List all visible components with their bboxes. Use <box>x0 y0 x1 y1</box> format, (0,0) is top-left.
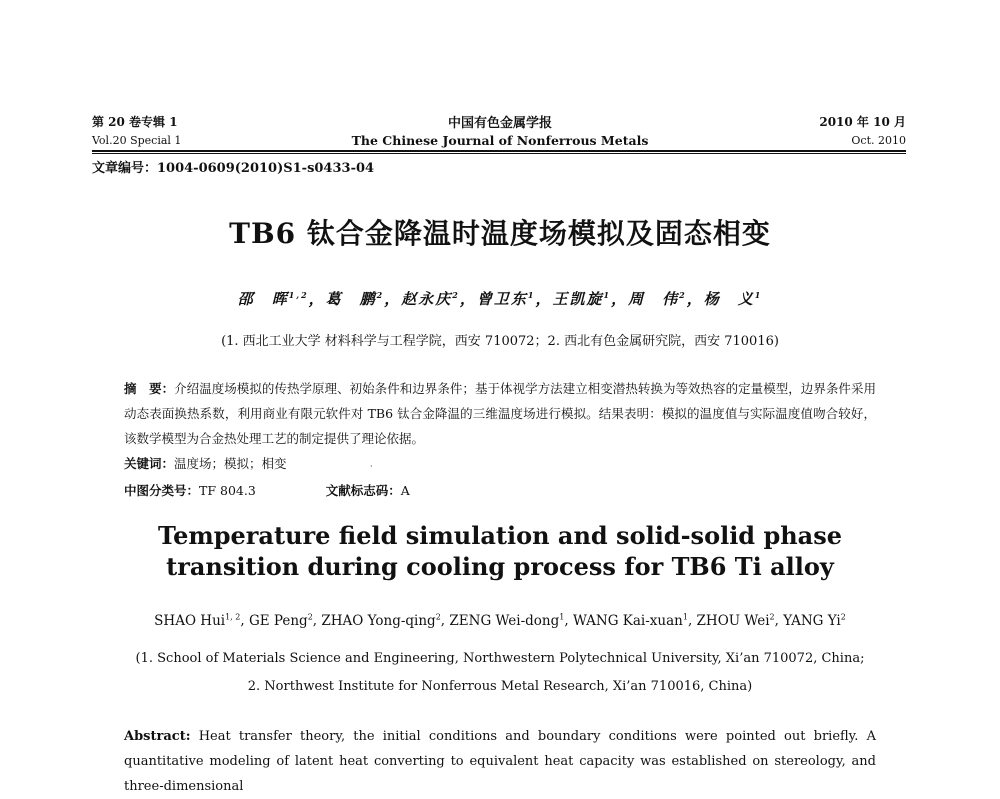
cn-author <box>401 290 460 308</box>
en-author-affil-mark: 2 <box>307 612 313 621</box>
cn-author-affil-mark: 1 <box>603 290 612 300</box>
en-author-name: ZENG Wei-dong <box>449 612 560 629</box>
cn-author-affil-mark: 2 <box>376 290 385 300</box>
en-author-name: ZHOU Wei <box>696 612 770 629</box>
abstract-en-text: Heat transfer theory, the initial conditions and boundary conditions were pointed out briefly. A quantitative modeling of latent heat converting to equivalent heat capacity was established on stereology, and three-dimensional <box>124 729 876 794</box>
clc-label: 中图分类号： <box>124 483 200 498</box>
header-volume-en: Vol.20 Special 1 <box>92 134 182 147</box>
abstract-en-label: Abstract: <box>124 729 191 744</box>
en-author-name: ZHAO Yong-qing <box>321 612 436 629</box>
en-author <box>697 613 775 629</box>
abstract-cn-text: 介绍温度场模拟的传热学原理、初始条件和边界条件；基于体视学方法建立相变潜热转换为等效热容的定量模型，边界条件采用动态表面换热系数，利用商业有限元软件对 TB6 钛合金降温的三维温度场进行模拟。结果表明：模拟的温度值与实际温度值吻合较好，该数学模型为合金热处理工艺的制定提供了理论依据。 <box>124 381 876 446</box>
en-author-affil-mark: 1, 2 <box>225 612 241 621</box>
keywords-cn-label: 关键词： <box>124 456 175 471</box>
en-author <box>249 613 313 629</box>
cn-author-name: 葛 鹏 <box>325 290 377 308</box>
header-date-en: Oct. 2010 <box>851 134 906 147</box>
abstract-en <box>124 724 876 799</box>
en-author-affil-mark: 2 <box>769 612 775 621</box>
clc-value: TF 804.3 <box>199 483 256 498</box>
cn-author <box>326 290 385 308</box>
cn-author <box>238 290 309 308</box>
header-rule-thick <box>92 150 906 152</box>
en-author <box>573 613 688 629</box>
en-author-name: WANG Kai-xuan <box>572 612 683 629</box>
title-en: Temperature field simulation and solid-solid phase transition during cooling process for TB6 Ti alloy <box>157 521 843 581</box>
cn-author-affil-mark: 2 <box>452 290 460 300</box>
en-author-name: GE Peng <box>248 612 308 629</box>
abstract-cn <box>124 376 876 451</box>
en-author-affil-mark: 2 <box>435 612 441 621</box>
classification <box>124 481 410 499</box>
cn-author-name: 王凯旋 <box>552 290 604 308</box>
keywords-cn-text: 温度场；模拟；相变 <box>174 456 287 471</box>
cn-author-name: 杨 义 <box>703 290 755 308</box>
stray-mark: · <box>370 462 373 471</box>
en-author <box>449 613 564 629</box>
header-rule-thin <box>92 153 906 154</box>
en-author-affil-mark: 1 <box>559 612 565 621</box>
affiliation-cn: (1. 西北工业大学 材料科学与工程学院，西安 710072；2. 西北有色金属研究院，西安 710016) <box>221 334 779 349</box>
en-author-name: SHAO Hui <box>154 612 226 629</box>
cn-author-name: 赵永庆 <box>401 290 453 308</box>
en-author <box>783 613 846 629</box>
title-cn: TB6 钛合金降温时温度场模拟及固态相变 <box>229 217 771 250</box>
affiliation-en-1: (1. School of Materials Science and Engineering, Northwestern Polytechnical University, Xi’an 710072, China; <box>135 651 865 666</box>
doc-code-value: A <box>400 483 410 498</box>
abstract-cn-label: 摘 要： <box>124 381 175 396</box>
cn-author-affil-mark: 1 <box>527 290 536 300</box>
cn-author <box>477 290 536 308</box>
cn-author-affil-mark: 1 <box>754 290 763 300</box>
en-author-affil-mark: 2 <box>840 612 846 621</box>
en-author-name: YANG Yi <box>783 612 841 629</box>
cn-author <box>552 290 611 308</box>
article-number: 文章编号：1004-0609(2010)S1-s0433-04 <box>92 161 375 176</box>
keywords-cn <box>124 454 287 472</box>
doc-code-label: 文献标志码： <box>325 483 401 498</box>
affiliation-en-2: 2. Northwest Institute for Nonferrous Metal Research, Xi’an 710016, China) <box>247 679 753 694</box>
header-journal-cn: 中国有色金属学报 <box>447 116 552 131</box>
cn-author-affil-mark: 1,2 <box>288 290 309 300</box>
cn-author-name: 曾卫东 <box>476 290 528 308</box>
header-volume-cn: 第 20 卷专辑 1 <box>92 115 178 129</box>
cn-author <box>628 290 687 308</box>
cn-author <box>704 290 763 308</box>
cn-author-name: 周 伟 <box>628 290 680 308</box>
en-author <box>154 613 240 629</box>
authors-cn: 邵 晖$^{1,2}$，葛 鹏$^2$，赵永庆$^2$，曾卫东$^1$，王凯旋$^1$，周 伟$^2$，杨 义$^1$ <box>237 290 763 308</box>
en-author-affil-mark: 1 <box>682 612 688 621</box>
header-date-cn: 2010 年 10 月 <box>819 115 906 129</box>
en-author <box>321 613 440 629</box>
authors-en: SHAO Hui$^{1, 2}$, GE Peng$^2$, ZHAO Yong-qing$^2$, ZENG Wei-dong$^1$, WANG Kai-xuan$^1$, ZHOU Wei$^2$, YANG Yi$^2$ <box>154 612 846 629</box>
cn-author-name: 邵 晖 <box>237 290 289 308</box>
header-journal-en: The Chinese Journal of Nonferrous Metals <box>351 133 649 148</box>
cn-author-affil-mark: 2 <box>679 290 687 300</box>
